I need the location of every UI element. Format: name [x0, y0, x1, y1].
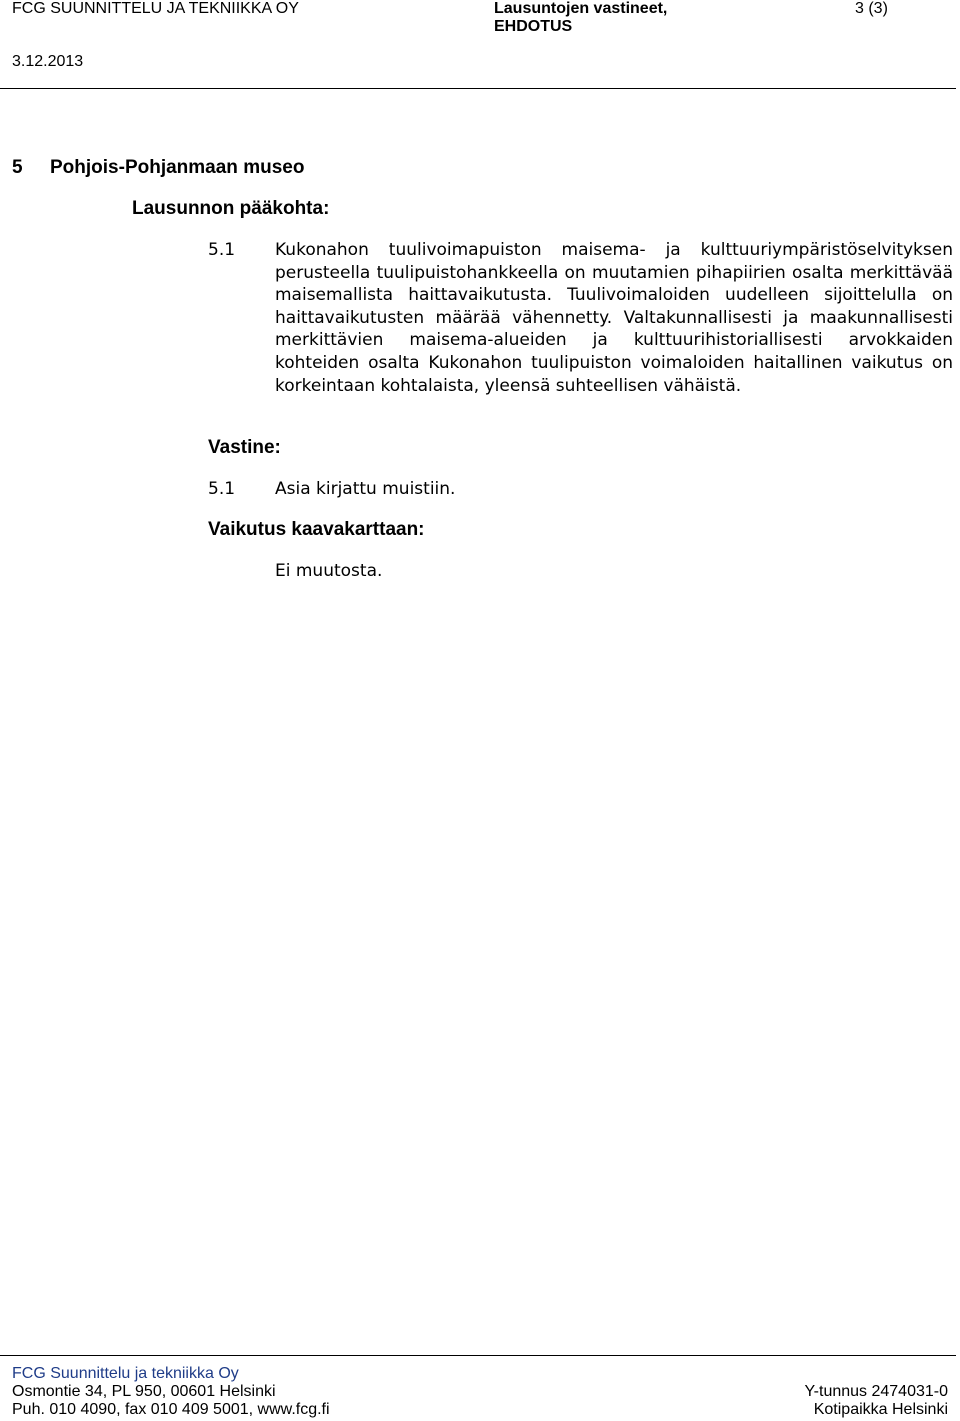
footer-company: FCG Suunnittelu ja tekniikka Oy: [12, 1365, 239, 1382]
footer-domicile: Kotipaikka Helsinki: [813, 1401, 948, 1418]
footer-business-id: Y-tunnus 2474031-0: [804, 1383, 948, 1400]
header-doc-title: Lausuntojen vastineet,: [494, 0, 668, 17]
statement-paragraph: Kukonahon tuulivoimapuiston maisema- ja kulttuuriympäristöselvityksen perusteella tuulipuistohankkeella on muutamien pihapiirien osalta merkittävää maisemallista haittavaikutusta. Tuulivoimaloiden uudelleen sijoittelulla on haittavaikutusten määrää vähennetty. Valtakunnallisesti ja maakunnallisesti merkittävien maisema-alueiden ja kulttuurihistoriallisesti arvokkaiden kohteiden osalta Kukonahon tuulipuiston voimaloiden haitallinen vaikutus on korkeintaan kohtalaista, yleensä suhteellisen vähäistä.: [275, 240, 953, 396]
response-heading: Vastine:: [208, 437, 281, 458]
header-page-number: 3 (3): [855, 0, 888, 17]
header-divider: [0, 88, 956, 89]
section-number: 5: [12, 157, 23, 178]
section-title: Pohjois-Pohjanmaan museo: [50, 157, 305, 178]
header-company: FCG SUUNNITTELU JA TEKNIIKKA OY: [12, 0, 299, 17]
impact-text: Ei muutosta.: [275, 561, 383, 581]
statement-heading: Lausunnon pääkohta:: [132, 198, 330, 219]
response-number: 5.1: [208, 479, 236, 499]
impact-heading: Vaikutus kaavakarttaan:: [208, 519, 425, 540]
response-text: Asia kirjattu muistiin.: [275, 479, 456, 499]
footer-divider: [0, 1355, 956, 1356]
header-doc-status: EHDOTUS: [494, 18, 573, 35]
footer-address: Osmontie 34, PL 950, 00601 Helsinki: [12, 1383, 276, 1400]
statement-number: 5.1: [208, 240, 236, 260]
header-date: 3.12.2013: [12, 53, 84, 70]
footer-contact: Puh. 010 4090, fax 010 409 5001, www.fcg.fi: [12, 1401, 330, 1418]
